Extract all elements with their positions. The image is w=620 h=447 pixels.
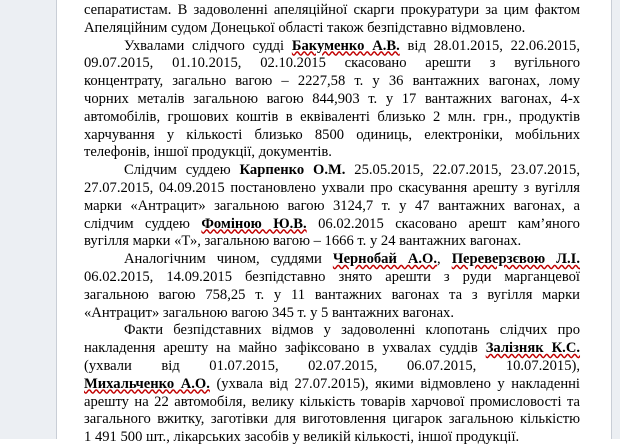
- paragraph-4: [84, 251, 580, 322]
- judge-name: Чернобай А.О.: [332, 251, 438, 268]
- text-line: [84, 162, 580, 180]
- text-fragment: слідчим суддею: [84, 215, 202, 232]
- judge-name: Михальченко А.О.: [84, 375, 210, 392]
- text-fragment: Аналогічним чином, суддями: [124, 251, 333, 268]
- text-fragment: Слідчим суддею: [124, 162, 240, 179]
- text-fragment: 25.05.2015, 22.07.2015, 23.07.2015,: [345, 162, 580, 179]
- text-line: [84, 340, 580, 358]
- text-line: арешту на 22 автомобіля, велику кількість товарів харчової промисловості та: [84, 393, 580, 410]
- left-margin-area: [0, 0, 56, 439]
- document-body: [84, 2, 580, 447]
- text-line: телефонів, іншої продукції, документів.: [84, 144, 332, 161]
- text-line: 27.07.2015, 04.09.2015 постановлено ухвали про скасування арешту з вугілля: [84, 179, 580, 196]
- text-line: (ухвали від 01.07.2015, 02.07.2015, 06.07.2015, 10.07.2015),: [84, 357, 580, 374]
- judge-name: Залізняк К.С.: [485, 340, 581, 357]
- text-line: вугілля марки «Т», загальною вагою – 1666 т. у 24 вантажних вагонах.: [84, 233, 522, 250]
- judge-name: Бакуменко А.В.: [291, 37, 400, 54]
- text-line: [84, 38, 580, 56]
- text-line: [84, 216, 580, 234]
- page-border-left: [56, 0, 57, 439]
- text-line: загального вжитку, заготівки для виготовлення цигарок загальною кількістю: [84, 411, 580, 428]
- text-fragment: ,: [437, 251, 452, 268]
- text-line: 06.02.2015, 14.09.2015 безпідставно знято арешти з руди марганцевої: [84, 268, 580, 285]
- paragraph-1: [84, 2, 580, 38]
- text-line: 1 491 500 шт., лікарських засобів у великій кількості, іншої продукції.: [84, 429, 520, 446]
- text-line: концентрату, загально вагою – 2227,58 т. у 36 вантажних вагонах, лому: [84, 73, 580, 90]
- text-fragment: (ухвала від 27.07.2015), якими відмовлено у накладенні: [209, 375, 580, 392]
- text-fragment: 06.02.2015 скасовано арешт кам’яного: [306, 215, 580, 232]
- text-line: «Антрацит» загальною вагою 345 т. у 5 вантажних вагонах.: [84, 304, 454, 321]
- text-line: 09.07.2015, 01.10.2015, 02.10.2015 скасовано арешти з вугільного: [84, 55, 580, 72]
- text-line: чорних металів загальною вагою 844,903 т. у 17 вантажних вагонах, 4-х: [84, 90, 580, 107]
- text-line: [84, 376, 580, 394]
- text-fragment: накладення арешту на майно зафіксовано в ухвалах суддів: [84, 340, 486, 357]
- text-line: загальною вагою 758,25 т. у 11 вантажних вагонах та з вугілля марки: [84, 286, 580, 303]
- text-line: Апеляційним судом Донецької області також безпідставно відмовлено.: [84, 19, 526, 36]
- paragraph-5: [84, 322, 580, 447]
- text-line: автомобілів, грошових коштів в еквіваленті близько 2 млн. грн., продуктів: [84, 108, 580, 125]
- text-line: сепаратистам. В задоволенні апеляційної скарги прокуратури за цим фактом: [84, 2, 580, 18]
- page-border-right: [611, 0, 612, 439]
- text-fragment: від 28.01.2015, 22.06.2015,: [399, 37, 580, 54]
- judge-name: Переверзєвою Л.І.: [451, 251, 580, 268]
- text-line: марки «Антрацит» загальною вагою 3124,7 т. у 47 вантажних вагонах, а: [84, 197, 580, 214]
- judge-name: Фоміною Ю.В.: [201, 215, 307, 232]
- paragraph-3: [84, 162, 580, 251]
- text-line: Факти безпідставних відмов у задоволенні клопотань слідчих про: [124, 322, 580, 339]
- right-margin-area: [612, 0, 620, 439]
- text-line: [84, 251, 580, 269]
- paragraph-2: [84, 38, 580, 163]
- text-fragment: Ухвалами слідчого судді: [124, 37, 292, 54]
- judge-name: Карпенко О.М.: [239, 162, 346, 179]
- text-line: харчування у кількості близько 8500 одиниць, електроніки, мобільних: [84, 126, 580, 143]
